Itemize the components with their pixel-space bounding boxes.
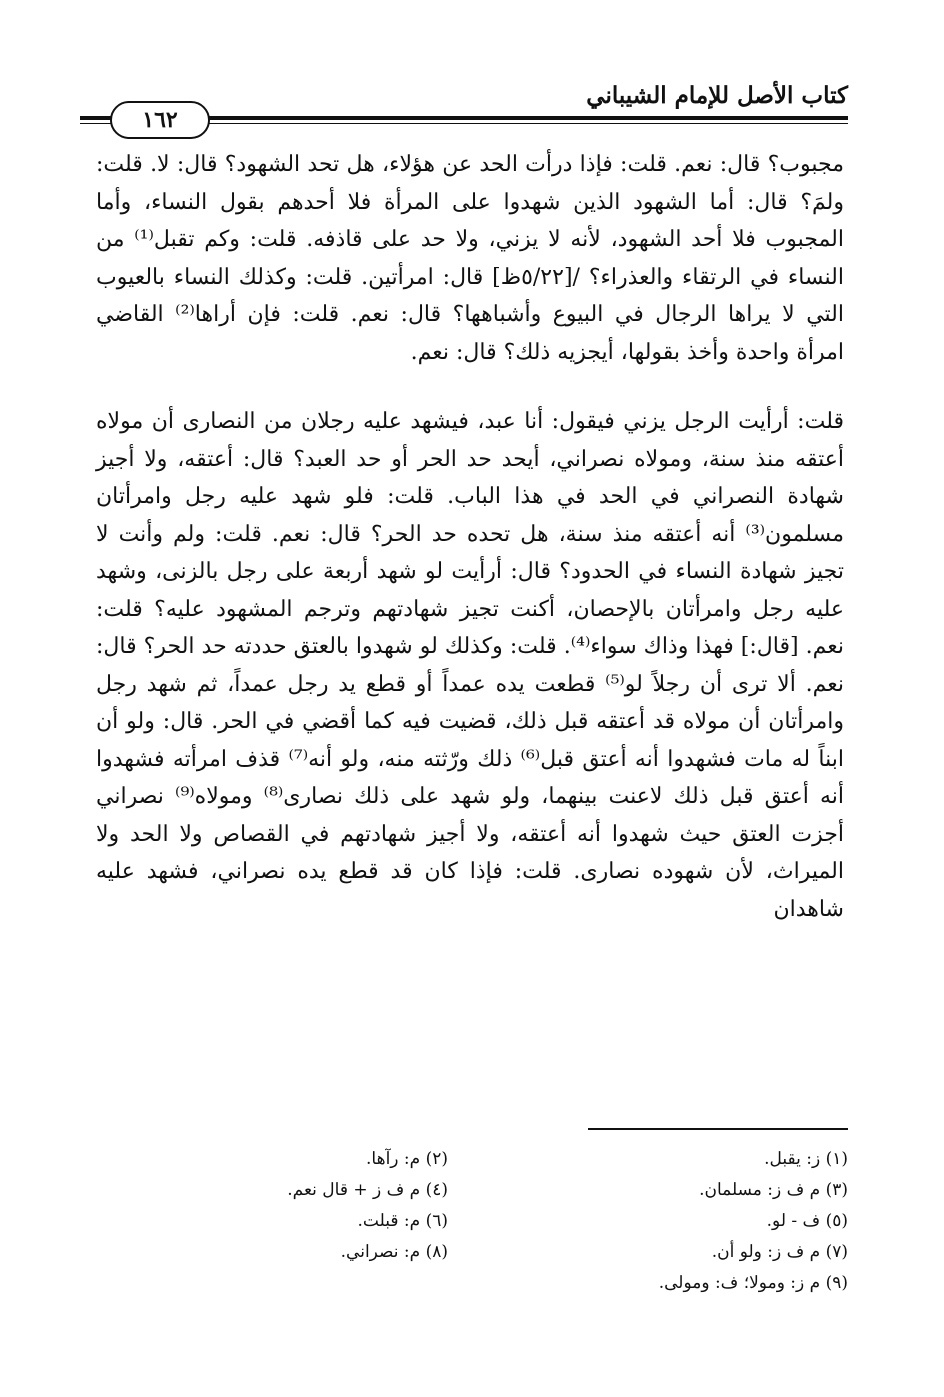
footnote-separator [588, 1128, 848, 1130]
footnote-8: (٨) م: نصراني. [340, 1242, 448, 1262]
footnote-5: (٥) ف - لو. [766, 1211, 848, 1231]
paragraph-2: قلت: أرأيت الرجل يزني فيقول: أنا عبد، فيشهد عليه رجلان من النصارى أن مولاه أعتقه منذ سنة، ومولاه نصراني، أيحد حد الحر أو حد العبد؟ قال: أعتقه، ولا أجيز شهادة النصراني في الحد في هذا الباب. قلت: فلو شهد عليه رجل وامرأتان مسلمون⁽³⁾ أنه أعتقه منذ سنة، هل تحده حد الحر؟ قال: نعم. قلت: ولم وأنت لا تجيز شهادة النساء في الحدود؟ قال: أرأيت لو شهد أربعة على رجل بالزنى، وشهد عليه رجل وامرأتان بالإحصان، أكنت تجيز شهادتهم وترجم المشهود عليه؟ قلت: نعم. [قال:] فهذا وذاك سواء⁽⁴⁾. قلت: وكذلك لو شهدوا بالعتق حددته حد الحر؟ قال: نعم. ألا ترى أن رجلاً لو⁽⁵⁾ قطعت يده عمداً أو قطع يد رجل عمداً، ثم شهد رجل وامرأتان أن مولاه قد أعتقه قبل ذلك، قضيت فيه كما أقضي في الحر. قال: ولو أن ابناً له مات فشهدوا أنه أعتق قبل⁽⁶⁾ ذلك ورّثته منه، ولو أنه⁽⁷⁾ قذف امرأته فشهدوا أنه أعتق قبل ذلك لاعنت بينهما، ولو شهد على ذلك نصارى⁽⁸⁾ ومولاه⁽⁹⁾ نصراني أجزت العتق حيث شهدوا أنه أعتقه، ولا أجيز شهادتهم في القصاص ولا الحد ولا الميراث، لأن شهوده نصارى. قلت: فإذا كان قد قطع يده نصراني، فشهد عليه شاهدان [96, 409, 845, 922]
footnotes [188, 1144, 848, 1299]
footnote-6: (٦) م: قبلت. [357, 1211, 448, 1231]
page-number: ١٦٢ [110, 101, 210, 139]
footnote-9: (٩) م ز: ومولا؛ ف: ومولى. [658, 1273, 848, 1293]
footnote-2: (٢) م: رآها. [366, 1149, 448, 1169]
main-text [96, 146, 844, 928]
footnote-3: (٣) م ف ز: مسلمان. [699, 1180, 848, 1200]
book-title: كتاب الأصل للإمام الشيباني [586, 82, 848, 109]
paragraph-1: مجبوب؟ قال: نعم. قلت: فإذا درأت الحد عن هؤلاء، هل تحد الشهود؟ قال: لا. قلت: ولمَ؟ قال: أما الشهود الذين شهدوا على المرأة فلا أحدهم بقول النساء، وأما المجبوب فلا أحد الشهود، لأنه لا يزني، ولا حد على قاذفه. قلت: وكم تقبل⁽¹⁾ من النساء في الرتقاء والعذراء؟ /[٥/٢٢ظ] قال: امرأتين. قلت: وكذلك النساء بالعيوب التي لا يراها الرجال في البيوع وأشباهها؟ قال: نعم. قلت: فإن أراها⁽²⁾ القاضي امرأة واحدة وأخذ بقولها، أيجزيه ذلك؟ قال: نعم. [96, 152, 845, 365]
footnote-7: (٧) م ف ز: ولو أن. [711, 1242, 848, 1262]
footnote-1: (١) ز: يقبل. [764, 1149, 848, 1169]
footnote-4: (٤) م ف ز + قال نعم. [287, 1180, 448, 1200]
page-header [80, 78, 848, 133]
